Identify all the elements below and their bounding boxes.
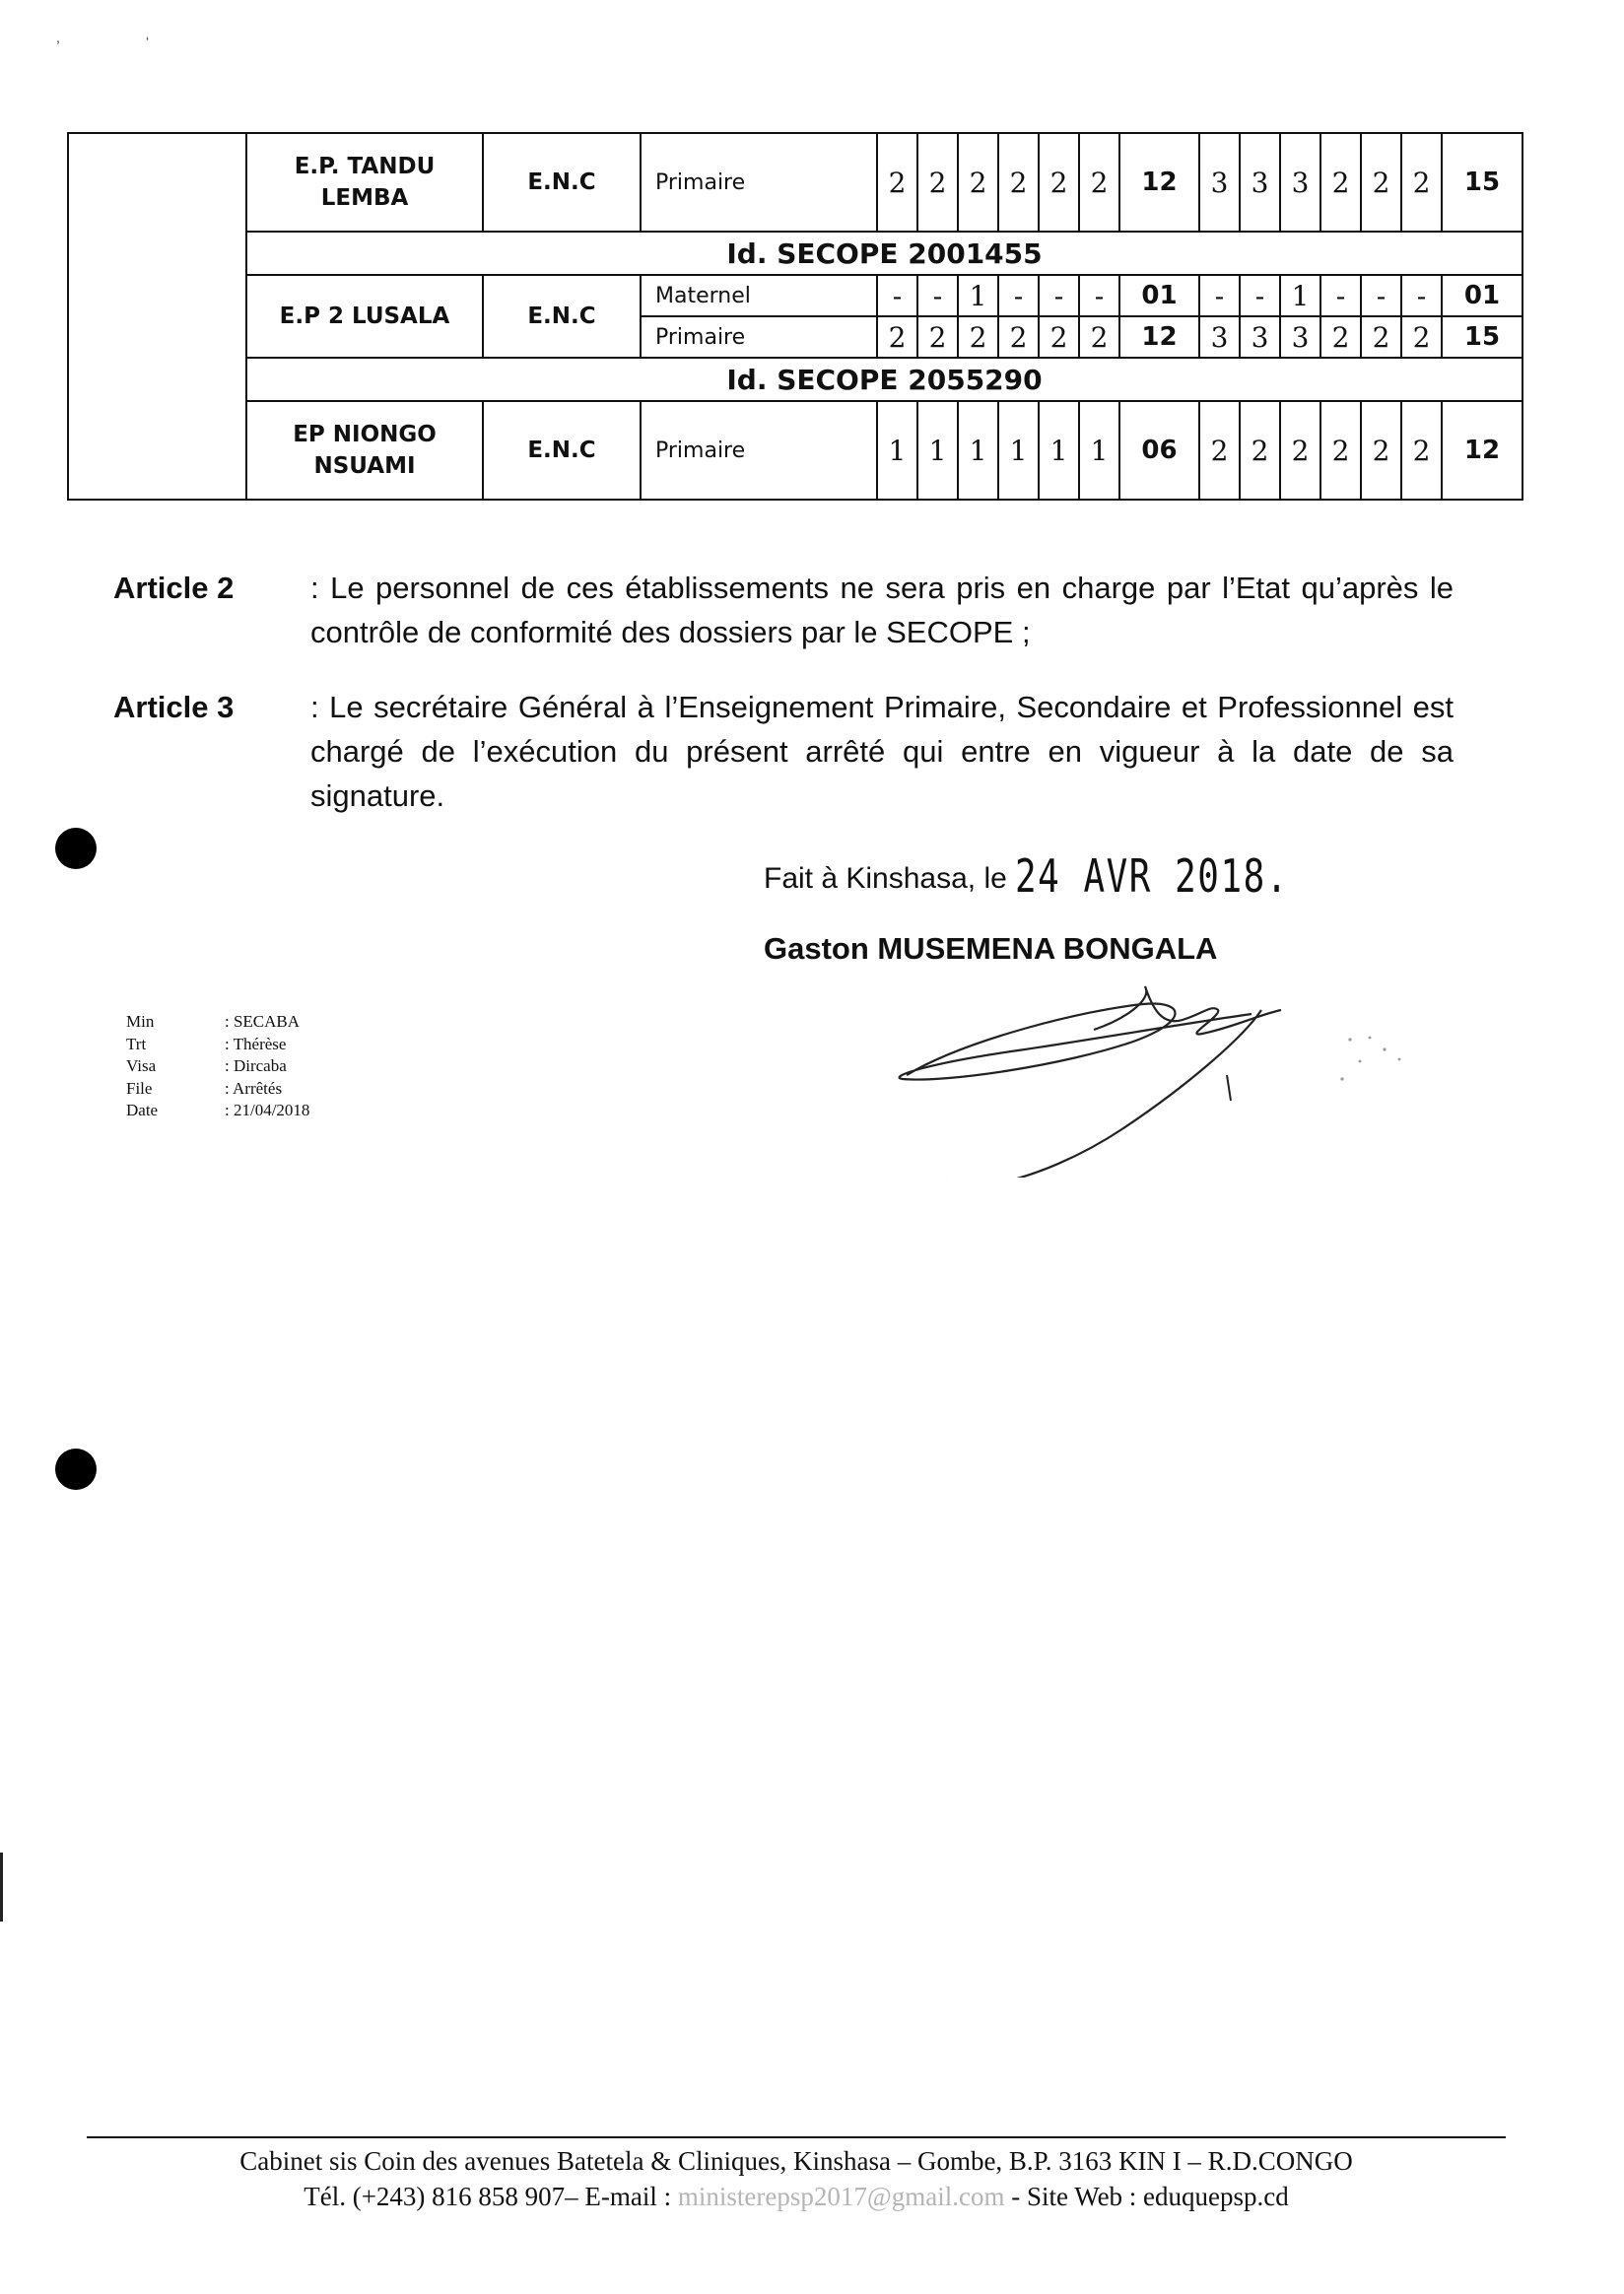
level-cell: Primaire bbox=[641, 133, 877, 232]
count-cell: 2 bbox=[877, 316, 917, 358]
count-cell: 2 bbox=[1039, 316, 1079, 358]
count-cell: - bbox=[1240, 275, 1280, 316]
count-cell: 1 bbox=[958, 275, 998, 316]
count-cell: 2 bbox=[958, 316, 998, 358]
ref-key: File bbox=[126, 1078, 153, 1098]
total-cell: 01 bbox=[1442, 275, 1522, 316]
count-cell: 3 bbox=[1199, 316, 1240, 358]
signature-image bbox=[887, 980, 1419, 1178]
place-date-prefix: Fait à Kinshasa, le bbox=[764, 862, 1007, 895]
count-cell: 2 bbox=[1079, 133, 1119, 232]
article-2 bbox=[113, 566, 1454, 654]
count-cell: 3 bbox=[1199, 133, 1240, 232]
school-status: E.N.C bbox=[483, 401, 641, 500]
article-label: Article 2 bbox=[113, 571, 235, 605]
count-cell: 2 bbox=[1361, 401, 1401, 500]
count-cell: 1 bbox=[998, 401, 1039, 500]
table-row bbox=[68, 275, 1522, 316]
footer-address: Cabinet sis Coin des avenues Batetela & Cliniques, Kinshasa – Gombe, B.P. 3163 KIN I – R.D.CONGO bbox=[239, 2146, 1353, 2176]
ref-key: Date bbox=[126, 1101, 159, 1119]
date-stamp: 24 AVR 2018. bbox=[1015, 849, 1290, 903]
count-cell: - bbox=[917, 275, 958, 316]
table-row bbox=[68, 133, 1522, 232]
count-cell: 3 bbox=[1240, 133, 1280, 232]
count-cell: 1 bbox=[1039, 401, 1079, 500]
school-status: E.N.C bbox=[483, 133, 641, 232]
secope-row bbox=[68, 232, 1522, 275]
footer-phone: Tél. (+243) 816 858 907– E-mail : bbox=[304, 2182, 678, 2211]
level-cell: Primaire bbox=[641, 316, 877, 358]
count-cell: 1 bbox=[917, 401, 958, 500]
count-cell: 1 bbox=[1280, 275, 1320, 316]
scan-edge-line bbox=[0, 1853, 3, 1922]
secope-row bbox=[68, 358, 1522, 401]
school-name: EP NIONGO NSUAMI bbox=[246, 401, 483, 500]
count-cell: - bbox=[1320, 275, 1361, 316]
article-3 bbox=[113, 685, 1454, 818]
ref-key: Trt bbox=[126, 1034, 147, 1053]
count-cell: 2 bbox=[1361, 316, 1401, 358]
school-name: E.P. TANDU LEMBA bbox=[246, 133, 483, 232]
count-cell: - bbox=[1079, 275, 1119, 316]
reference-block bbox=[126, 1011, 309, 1122]
level-cell: Maternel bbox=[641, 275, 877, 316]
count-cell: 3 bbox=[1280, 133, 1320, 232]
punch-hole-dot bbox=[55, 828, 97, 869]
count-cell: 2 bbox=[877, 133, 917, 232]
count-cell: 1 bbox=[877, 401, 917, 500]
total-cell: 06 bbox=[1119, 401, 1199, 500]
count-cell: 2 bbox=[1320, 133, 1361, 232]
count-cell: 2 bbox=[1240, 401, 1280, 500]
count-cell: 2 bbox=[917, 133, 958, 232]
count-cell: 2 bbox=[917, 316, 958, 358]
article-label: Article 3 bbox=[113, 690, 235, 724]
table-row bbox=[68, 401, 1522, 500]
count-cell: 2 bbox=[1401, 401, 1442, 500]
signer-name: Gaston MUSEMENA BONGALA bbox=[764, 931, 1218, 966]
count-cell: - bbox=[998, 275, 1039, 316]
count-cell: 2 bbox=[1280, 401, 1320, 500]
count-cell: 2 bbox=[1079, 316, 1119, 358]
count-cell: 2 bbox=[998, 316, 1039, 358]
total-cell: 12 bbox=[1119, 316, 1199, 358]
count-cell: 2 bbox=[1199, 401, 1240, 500]
ref-key: Min bbox=[126, 1012, 155, 1031]
count-cell: - bbox=[1361, 275, 1401, 316]
count-cell: - bbox=[1401, 275, 1442, 316]
count-cell: 1 bbox=[958, 401, 998, 500]
count-cell: 1 bbox=[1079, 401, 1119, 500]
footer-email: ministerepsp2017@gmail.com bbox=[677, 2182, 1005, 2211]
ref-value: : Arrêtés bbox=[225, 1078, 283, 1098]
secope-id: Id. SECOPE 2001455 bbox=[246, 232, 1522, 275]
secope-id: Id. SECOPE 2055290 bbox=[246, 358, 1522, 401]
staff-table bbox=[67, 132, 1523, 501]
total-cell: 15 bbox=[1442, 316, 1522, 358]
ref-value: : 21/04/2018 bbox=[225, 1101, 310, 1119]
count-cell: 2 bbox=[1039, 133, 1079, 232]
ref-value: : Dircaba bbox=[225, 1056, 287, 1075]
level-cell: Primaire bbox=[641, 401, 877, 500]
ref-key: Visa bbox=[126, 1056, 157, 1075]
footer-divider bbox=[87, 2136, 1506, 2138]
article-text: : Le personnel de ces établissements ne sera pris en charge par l’Etat qu’après le contrôle de conformité des dossiers par le SECOPE ; bbox=[310, 571, 1454, 649]
article-text: : Le secrétaire Général à l’Enseignement Primaire, Secondaire et Professionnel est chargé de l’exécution du présent arrêté qui entre en vigueur à la date de sa signature. bbox=[310, 690, 1454, 813]
count-cell: 2 bbox=[998, 133, 1039, 232]
count-cell: 3 bbox=[1280, 316, 1320, 358]
scan-mark: , bbox=[56, 30, 60, 45]
punch-hole-dot bbox=[55, 1449, 97, 1490]
count-cell: 2 bbox=[958, 133, 998, 232]
count-cell: - bbox=[877, 275, 917, 316]
count-cell: 2 bbox=[1401, 316, 1442, 358]
count-cell: 2 bbox=[1401, 133, 1442, 232]
count-cell: 2 bbox=[1320, 401, 1361, 500]
footer-website: - Site Web : eduquepsp.cd bbox=[1004, 2182, 1289, 2211]
place-date bbox=[764, 849, 1366, 903]
count-cell: 3 bbox=[1240, 316, 1280, 358]
school-status: E.N.C bbox=[483, 275, 641, 358]
ref-value: : Thérèse bbox=[225, 1034, 287, 1053]
school-name: E.P 2 LUSALA bbox=[246, 275, 483, 358]
count-cell: 2 bbox=[1320, 316, 1361, 358]
total-cell: 01 bbox=[1119, 275, 1199, 316]
total-cell: 12 bbox=[1442, 401, 1522, 500]
count-cell: - bbox=[1039, 275, 1079, 316]
footer-contact bbox=[87, 2182, 1506, 2212]
scan-mark: ‘ bbox=[146, 34, 150, 49]
count-cell: - bbox=[1199, 275, 1240, 316]
count-cell: 2 bbox=[1361, 133, 1401, 232]
total-cell: 12 bbox=[1119, 133, 1199, 232]
blank-margin-cell bbox=[68, 133, 246, 500]
total-cell: 15 bbox=[1442, 133, 1522, 232]
ref-value: : SECABA bbox=[225, 1012, 301, 1031]
